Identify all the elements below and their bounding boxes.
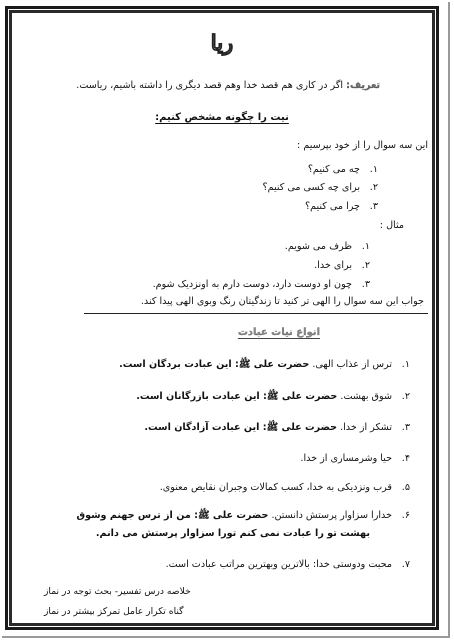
worship-item: ۳.تشکر از خدا. حضرت علی ﷺ: این عبادت آزادگان است. — [144, 422, 410, 433]
hadith-quote: حضرت علی ﷺ: این عبادت بردگان است. — [119, 359, 310, 370]
question-item: ۳.چرا می کنیم؟ — [305, 201, 378, 212]
question-item: ۱.چه می کنیم؟ — [307, 164, 378, 175]
document-page — [14, 16, 430, 622]
definition-word: تعریف: — [346, 80, 380, 91]
hadith-quote: حضرت علی ﷺ: این عبادت بازرگانان است. — [136, 391, 338, 402]
worship-item: ۴.حیا وشرمساری از خدا. — [300, 453, 410, 464]
intro-question: این سه سوال را از خود بپرسیم : — [297, 140, 428, 151]
example-item: ۱.ظرف می شویم. — [284, 241, 370, 252]
worship-item: ۷.محبت ودوستی خدا: بالاترین وبهترین مراتب عبادت است. — [165, 559, 410, 570]
example-item: ۲.برای خدا. — [314, 260, 370, 271]
underline-rule — [84, 313, 428, 314]
footer-line-2: گناه تکرار عامل تمرکز بیشتر در نماز — [44, 606, 184, 617]
worship-item: ۵.قرب ونزدیکی به خدا، کسب کمالات وجبران نقایص معنوی. — [159, 482, 410, 493]
hadith-quote-continued: بهشت تو را عبادت نمی کنم تورا سزاوار پرستش می دانم. — [95, 528, 370, 539]
footer-line-1: خلاصه درس تفسیر- بحث توجه در نماز — [44, 586, 191, 597]
worship-item: ۲.شوق بهشت. حضرت علی ﷺ: این عبادت بازرگانان است. — [136, 391, 410, 402]
worship-item: ۱.ترس از عذاب الهی. حضرت علی ﷺ: این عبادت بردگان است. — [119, 359, 410, 370]
hadith-quote: حضرت علی ﷺ: این عبادت آزادگان است. — [144, 422, 338, 433]
intention-heading: نیت را چگونه مشخص کنیم: — [155, 112, 289, 123]
question-item: ۲.برای چه کسی می کنیم؟ — [262, 182, 378, 193]
worship-item: ۶.خدارا سزاوار پرستش دانستن. حضرت علی ﷺ: من از ترس جهنم وشوق — [76, 510, 410, 521]
conclusion-text: جواب این سه سوال را الهی تر کنید تا زندگیتان رنگ وبوی الهی پیدا کند. — [140, 296, 424, 307]
example-label: مثال : — [379, 220, 404, 231]
worship-heading: انواع نیات عبادت — [237, 327, 320, 338]
hadith-quote: حضرت علی ﷺ: من از ترس جهنم وشوق — [76, 510, 269, 521]
page-title: ریا — [210, 30, 234, 55]
definition-text: اگر در کاری هم قصد خدا وهم قصد دیگری را داشته باشیم، ریاست. — [76, 80, 344, 91]
definition-line — [76, 80, 380, 91]
example-item: ۳.چون او دوست دارد، دوست دارم به اونزدیک شوم. — [152, 279, 370, 290]
